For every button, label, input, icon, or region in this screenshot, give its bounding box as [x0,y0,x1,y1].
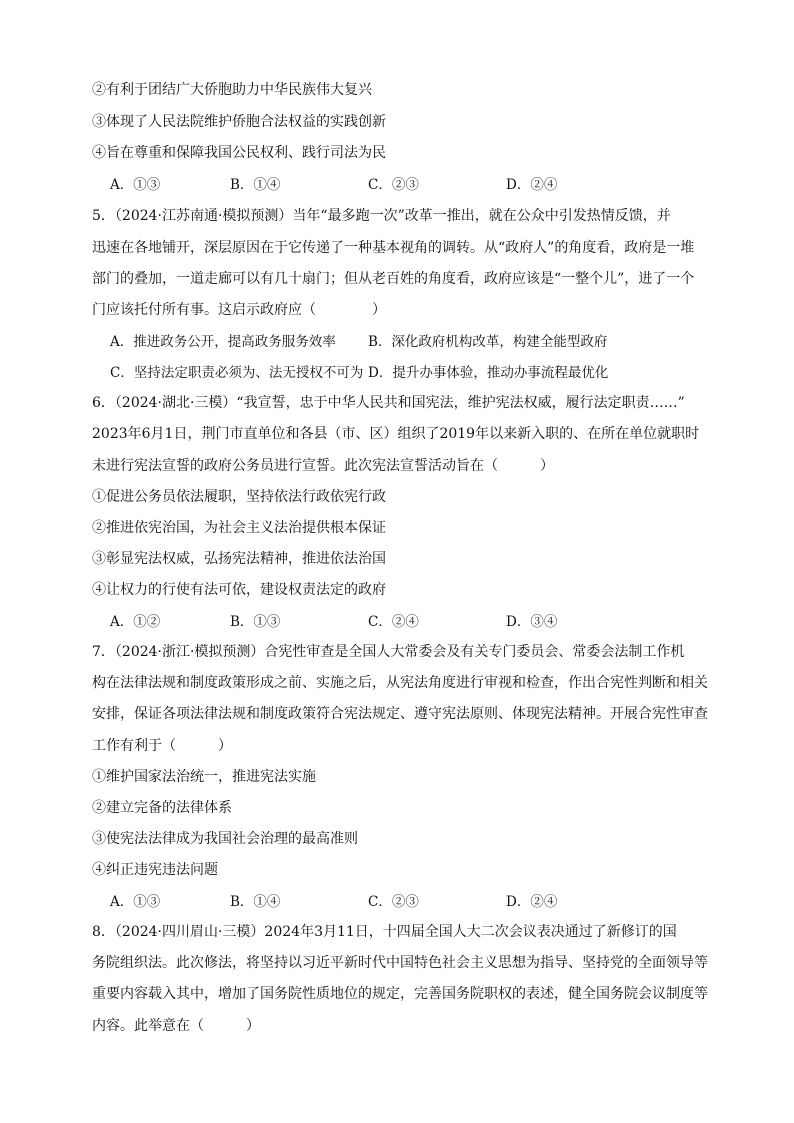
q5-option-b[interactable]: B．深化政府机构改革，构建全能型政府 [368,334,608,350]
q8-stem-line-3: 重要内容载入其中，增加了国务院性质地位的规定，完善国务院职权的表述，健全国务院会议制度等 [92,986,708,1002]
q7-option-d[interactable]: D．②④ [506,894,558,910]
q7-stem-line-2: 构在法律法规和制度政策形成之前、实施之后，从宪法角度进行审视和检查，作出合宪性判断和相关 [92,675,708,691]
q6-statement-3: ③彰显宪法权威，弘扬宪法精神，推进依法治国 [92,551,386,567]
q7-statement-1: ①维护国家法治统一，推进宪法实施 [92,769,316,785]
q4-statement-4: ④旨在尊重和保障我国公民权利、践行司法为民 [92,145,386,161]
q4-statement-3: ③体现了人民法院维护侨胞合法权益的实践创新 [92,114,386,130]
q7-statement-4: ④纠正违宪违法问题 [92,862,218,878]
q6-option-d[interactable]: D．③④ [506,614,558,630]
q6-stem-line-1: 6．（2024·湖北·三模）“我宣誓，忠于中华人民共和国宪法，维护宪法权威，履行法定职责……” [92,395,685,411]
q6-statement-1: ①促进公务员依法履职，坚持依法行政依宪行政 [92,489,386,505]
q5-stem-line-3: 部门的叠加，一道走廊可以有几十扇门；但从老百姓的角度看，政府应该是“一整个儿”，进了一个 [92,271,695,287]
q4-option-d[interactable]: D．②④ [506,177,558,193]
q5-stem-line-1: 5．（2024·江苏南通·模拟预测）当年“最多跑一次”改革一推出，就在公众中引发热情反馈，并 [92,208,671,224]
q6-statement-2: ②推进依宪治国，为社会主义法治提供根本保证 [92,520,386,536]
q4-option-b[interactable]: B．①④ [230,177,281,193]
q6-stem-line-2: 2023年6月1日，荆门市直单位和各县（市、区）组织了2019年以来新入职的、在所在单位就职时 [92,426,700,442]
q6-option-c[interactable]: C．②④ [368,614,419,630]
q5-stem-line-4: 门应该托付所有事。这启示政府应（ ） [92,302,386,318]
q7-option-c[interactable]: C．②③ [368,894,419,910]
q7-stem-line-4: 工作有利于（ ） [92,738,232,754]
q7-stem-line-1: 7．（2024·浙江·模拟预测）合宪性审查是全国人大常委会及有关专门委员会、常委会法制工作机 [92,644,685,660]
q6-option-a[interactable]: A．①② [110,614,161,630]
q7-stem-line-3: 安排，保证各项法律法规和制度政策符合宪法规定、遵守宪法原则、体现宪法精神。开展合宪性审查 [92,706,708,722]
q5-option-d[interactable]: D．提升办事体验，推动办事流程最优化 [368,365,609,381]
q7-statement-2: ②建立完备的法律体系 [92,800,232,816]
q6-option-b[interactable]: B．①③ [230,614,281,630]
q8-stem-line-2: 务院组织法。此次修法，将坚持以习近平新时代中国特色社会主义思想为指导、坚持党的全面领导等 [92,955,708,971]
q4-option-c[interactable]: C．②③ [368,177,419,193]
q8-stem-line-1: 8．（2024·四川眉山·三模）2024年3月11日，十四届全国人大二次会议表决通过了新修订的国 [92,924,677,940]
q7-option-b[interactable]: B．①④ [230,894,281,910]
q5-option-a[interactable]: A．推进政务公开，提高政务服务效率 [110,334,336,350]
q6-stem-line-3: 未进行宪法宣誓的政府公务员进行宣誓。此次宪法宣誓活动旨在（ ） [92,458,554,474]
q8-stem-line-4: 内容。此举意在（ ） [92,1018,260,1034]
q6-statement-4: ④让权力的行使有法可依，建设权责法定的政府 [92,582,386,598]
q7-statement-3: ③使宪法法律成为我国社会治理的最高准则 [92,831,358,847]
q7-option-a[interactable]: A．①③ [110,894,161,910]
q5-option-c[interactable]: C．坚持法定职责必须为、法无授权不可为 [110,365,364,381]
q4-option-a[interactable]: A．①③ [110,177,161,193]
q4-statement-2: ②有利于团结广大侨胞助力中华民族伟大复兴 [92,82,372,98]
q5-stem-line-2: 迅速在各地铺开，深层原因在于它传递了一种基本视角的调转。从“政府人”的角度看，政府是一堆 [92,240,695,256]
